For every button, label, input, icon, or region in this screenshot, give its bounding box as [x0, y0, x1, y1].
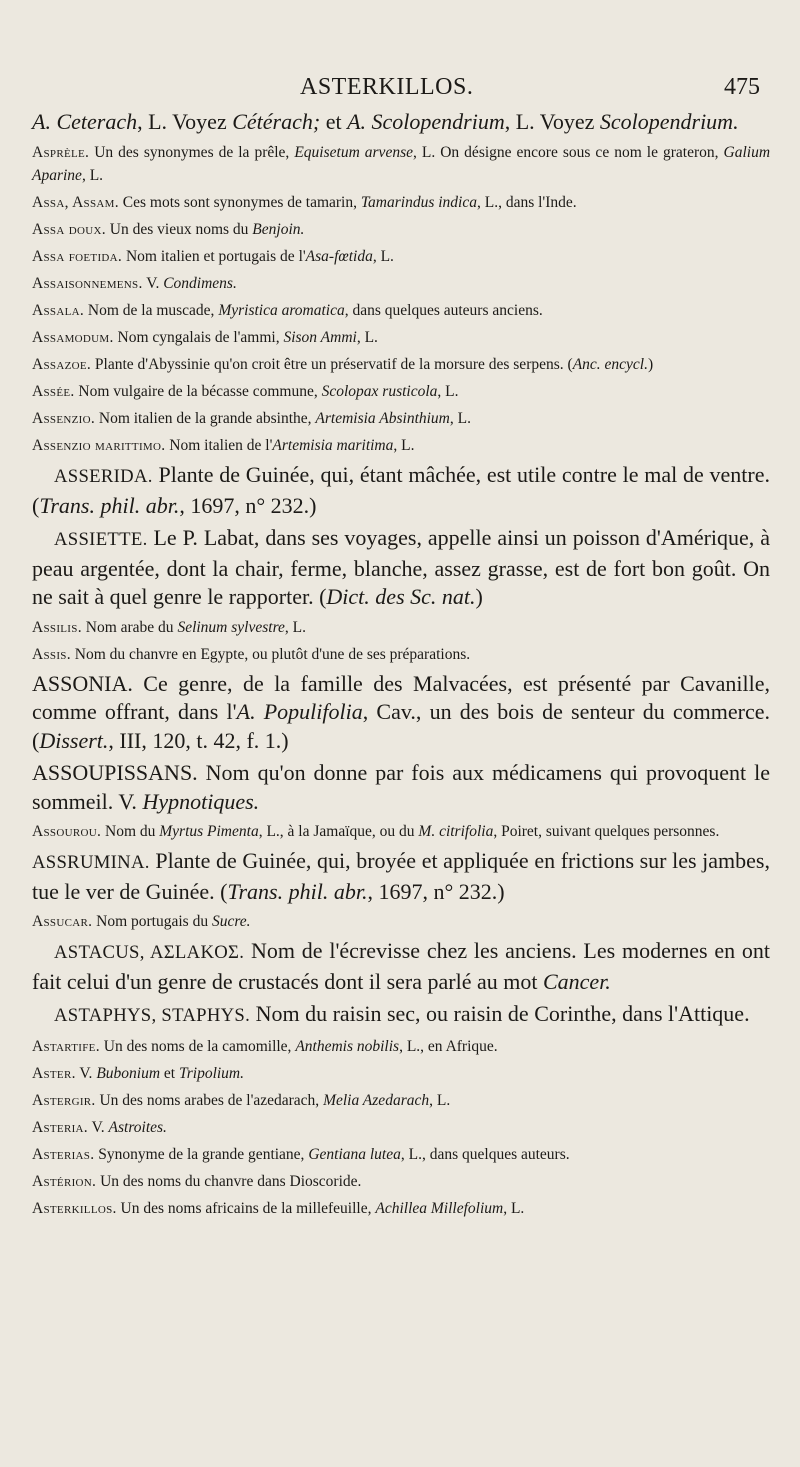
entries-column	[32, 108, 770, 1224]
entry-text: , 1697, n° 232.)	[367, 878, 505, 904]
dictionary-entry	[32, 1035, 770, 1059]
dictionary-entry	[32, 108, 770, 137]
entry-text: , Cav., un des bois de senteur du commerce. (	[32, 699, 770, 753]
dictionary-entry	[32, 1000, 770, 1031]
entry-text: Nom arabe du	[81, 618, 178, 636]
dictionary-entry	[32, 191, 770, 215]
entry-text: , L.	[284, 618, 306, 636]
italic-term: Scolopax rusticola	[321, 383, 438, 400]
italic-term: A. Populifolia	[236, 699, 363, 724]
entry-text: Nom du chanvre en Egypte, ou plutôt d'une de ses préparations.	[70, 645, 471, 663]
page-number: 475	[724, 74, 760, 100]
entry-headword: Assaisonnemens.	[32, 275, 143, 292]
entry-text: Le P. Labat, dans ses voyages, appelle ainsi un poisson d'Amérique, à peau argentée, dont la chair, ferme, blanche, assez grasse, est de fort bon goût. On ne sait à quel genre le rapporter. (	[32, 525, 770, 609]
entry-text: , L., dans quelques auteurs.	[400, 1145, 570, 1163]
entry-headword: Assa foetida.	[32, 248, 123, 265]
dictionary-entry	[32, 937, 770, 996]
entry-headword: ASSIETTE.	[54, 529, 148, 550]
entry-text: , L., en Afrique.	[399, 1037, 498, 1055]
dictionary-entry	[32, 1089, 770, 1113]
entry-text: Un des noms arabes de l'azedarach,	[95, 1091, 324, 1109]
entry-headword: ASSOUPISSANS.	[32, 760, 198, 785]
italic-term: Artemisia Absinthium	[315, 410, 450, 427]
italic-term: Anc. encycl.	[572, 356, 648, 373]
dictionary-entry	[32, 847, 770, 906]
entry-text: , L.	[429, 1091, 451, 1109]
entry-headword: Assamodum.	[32, 329, 114, 346]
entry-headword: Asterkillos.	[32, 1199, 117, 1217]
entry-headword: ASTACUS, AΣLAΚOΣ.	[54, 942, 245, 963]
entry-text: , L.	[393, 437, 415, 454]
dictionary-entry	[32, 245, 770, 269]
entry-text: V.	[87, 1118, 109, 1136]
entry-text: Ce genre, de la famille des Malvacées, est présenté par Cavanille, comme offrant, dans l'	[32, 670, 770, 724]
entry-headword: Astergir.	[32, 1091, 96, 1109]
entry-text: , L.	[372, 248, 394, 265]
italic-term: Bubonium	[96, 1064, 161, 1082]
dictionary-entry	[32, 434, 770, 458]
entry-text: et	[160, 1064, 179, 1082]
entry-text: Plante de Guinée, qui, broyée et appliquée en frictions sur les jambes, tue le ver de Guinée. (	[32, 848, 770, 904]
entry-text: , L., à la Jamaïque, ou du	[258, 823, 419, 840]
entry-text: Nom italien de l'	[165, 437, 273, 454]
entry-headword: Assenzio.	[32, 410, 95, 427]
entry-text: V.	[75, 1064, 97, 1082]
entry-headword: Assourou.	[32, 823, 102, 840]
entry-headword: Aster.	[32, 1064, 76, 1082]
entry-text: Nom portugais du	[92, 913, 212, 930]
dictionary-entry	[32, 1143, 770, 1167]
entry-headword: Assenzio marittimo.	[32, 437, 166, 454]
entry-text: )	[648, 356, 654, 373]
entry-text: Nom cyngalais de l'ammi,	[113, 329, 284, 346]
entry-text: Nom de la muscade,	[84, 302, 219, 319]
entry-text: , L.	[437, 383, 459, 400]
entry-headword: Assa, Assam.	[32, 194, 119, 211]
italic-term: Tamarindus indica	[360, 194, 477, 211]
entry-headword: Astartife.	[32, 1037, 100, 1055]
italic-term: Myrtus Pimenta	[159, 823, 259, 840]
dictionary-entry	[32, 272, 770, 296]
entry-headword: Asprèle.	[32, 143, 90, 161]
dictionary-entry	[32, 820, 770, 844]
entry-text: Ces mots sont synonymes de tamarin,	[118, 194, 361, 211]
italic-term: Selinum sylvestre	[177, 618, 285, 636]
entry-text: , dans quelques auteurs anciens.	[344, 302, 543, 319]
page-header	[0, 74, 800, 104]
entry-text: , L.	[449, 410, 471, 427]
entry-text: Plante de Guinée, qui, étant mâchée, est utile contre le mal de ventre. (	[32, 462, 770, 518]
italic-term: Trans. phil. abr.	[227, 878, 368, 904]
entry-text: Un des noms du chanvre dans Dioscoride.	[96, 1172, 362, 1190]
dictionary-entry	[32, 643, 770, 667]
dictionary-entry	[32, 524, 770, 612]
entry-headword: Assucar.	[32, 913, 93, 930]
dictionary-entry	[32, 299, 770, 323]
italic-term: A. Scolopendrium	[347, 109, 505, 134]
entry-text: , L.	[503, 1199, 525, 1217]
entry-headword: ASSRUMINA.	[32, 852, 150, 873]
italic-term: Galium Aparine	[32, 143, 771, 184]
entry-headword: Assis.	[32, 645, 71, 663]
italic-term: Benjoin.	[252, 221, 305, 238]
entry-headword: Assa doux.	[32, 221, 106, 238]
italic-term: Hypnotiques.	[142, 788, 260, 814]
italic-term: Asa-fœtida	[305, 248, 373, 265]
entry-text: , III, 120, t. 42, f. 1.)	[108, 727, 289, 753]
italic-term: Gentiana lutea	[308, 1145, 401, 1163]
entry-headword: Asteria.	[32, 1118, 88, 1136]
entry-text: et	[320, 109, 348, 134]
entry-text: , L. Voyez	[504, 109, 600, 134]
italic-term: Equisetum arvense	[294, 143, 413, 161]
dictionary-entry	[32, 141, 770, 188]
entry-text: Synonyme de la grande gentiane,	[94, 1145, 309, 1163]
entry-text: , L.	[356, 329, 378, 346]
entry-text: Un des synonymes de la prêle,	[89, 143, 295, 161]
dictionary-entry	[32, 616, 770, 640]
dictionary-entry	[32, 1170, 770, 1194]
entry-headword: Assée.	[32, 383, 75, 400]
entry-headword: ASSERIDA.	[54, 466, 153, 487]
running-title: ASTERKILLOS.	[300, 74, 474, 100]
dictionary-entry	[32, 461, 770, 520]
dictionary-entry	[32, 218, 770, 242]
dictionary-entry	[32, 910, 770, 934]
entry-text: Un des noms de la camomille,	[99, 1037, 296, 1055]
italic-term: Sison Ammi	[283, 329, 357, 346]
dictionary-entry	[32, 1062, 770, 1086]
entry-text: , Poiret, suivant quelques personnes.	[493, 823, 720, 840]
dictionary-entry	[32, 326, 770, 350]
italic-term: Melia Azedarach	[323, 1091, 430, 1109]
entry-headword: Assilis.	[32, 618, 82, 636]
italic-term: Tripolium.	[178, 1064, 245, 1082]
italic-term: Condimens.	[163, 275, 237, 292]
entry-text: Nom italien et portugais de l'	[122, 248, 306, 265]
dictionary-entry	[32, 759, 770, 816]
italic-term: Cancer.	[542, 968, 611, 994]
italic-term: Achillea Millefolium	[375, 1199, 504, 1217]
entry-headword: ASTAPHYS, STAPHYS.	[54, 1005, 251, 1026]
entry-headword: Asterias.	[32, 1145, 95, 1163]
italic-term: Sucre.	[211, 913, 251, 930]
entry-text: Un des noms africains de la millefeuille,	[116, 1199, 376, 1217]
italic-term: A. Ceterach	[32, 109, 138, 134]
dictionary-entry	[32, 353, 770, 377]
dictionary-entry	[32, 407, 770, 431]
dictionary-entry	[32, 1116, 770, 1140]
entry-text: , 1697, n° 232.)	[179, 492, 317, 518]
entry-text: Nom italien de la grande absinthe,	[95, 410, 316, 427]
italic-term: Myristica aromatica	[218, 302, 345, 319]
dictionary-entry	[32, 670, 770, 756]
entry-text: Un des vieux noms du	[105, 221, 253, 238]
dictionary-entry	[32, 380, 770, 404]
italic-term: Dissert.	[39, 727, 109, 753]
italic-term: M. citrifolia	[418, 823, 494, 840]
entry-headword: Assala.	[32, 302, 85, 319]
entry-text: Nom du	[101, 823, 160, 840]
entry-text: Nom vulgaire de la bécasse commune,	[74, 383, 322, 400]
italic-term: Scolopendrium.	[599, 109, 739, 134]
italic-term: Dict. des Sc. nat.	[326, 584, 476, 609]
entry-text: Plante d'Abyssinie qu'on croit être un préservatif de la morsure des serpens. (	[91, 356, 573, 373]
entry-headword: Astérion.	[32, 1172, 97, 1190]
entry-text: Nom du raisin sec, ou raisin de Corinthe, dans l'Attique.	[250, 1001, 750, 1026]
entry-text: , L. Voyez	[137, 109, 233, 134]
entry-text: Nom qu'on donne par fois aux médicamens qui provoquent le sommeil. V.	[32, 760, 770, 814]
italic-term: Artemisia maritima	[272, 437, 394, 454]
entry-text: , L.	[81, 167, 104, 184]
italic-term: Anthemis nobilis	[295, 1037, 400, 1055]
entry-text: )	[475, 584, 483, 609]
italic-term: Astroites.	[108, 1118, 167, 1136]
entry-text: V.	[142, 275, 164, 292]
entry-text: , L. On désigne encore sous ce nom le grateron,	[412, 143, 724, 161]
entry-headword: ASSONIA.	[32, 670, 133, 696]
italic-term: Trans. phil. abr.	[39, 492, 180, 518]
entry-headword: Assazoe.	[32, 356, 92, 373]
entry-text: Nom de l'écrevisse chez les anciens. Les modernes en ont fait celui d'un genre de crustacés dont il sera parlé au mot	[32, 938, 770, 994]
italic-term: Cétérach;	[232, 109, 321, 134]
entry-text: , L., dans l'Inde.	[477, 194, 577, 211]
dictionary-entry	[32, 1197, 770, 1221]
